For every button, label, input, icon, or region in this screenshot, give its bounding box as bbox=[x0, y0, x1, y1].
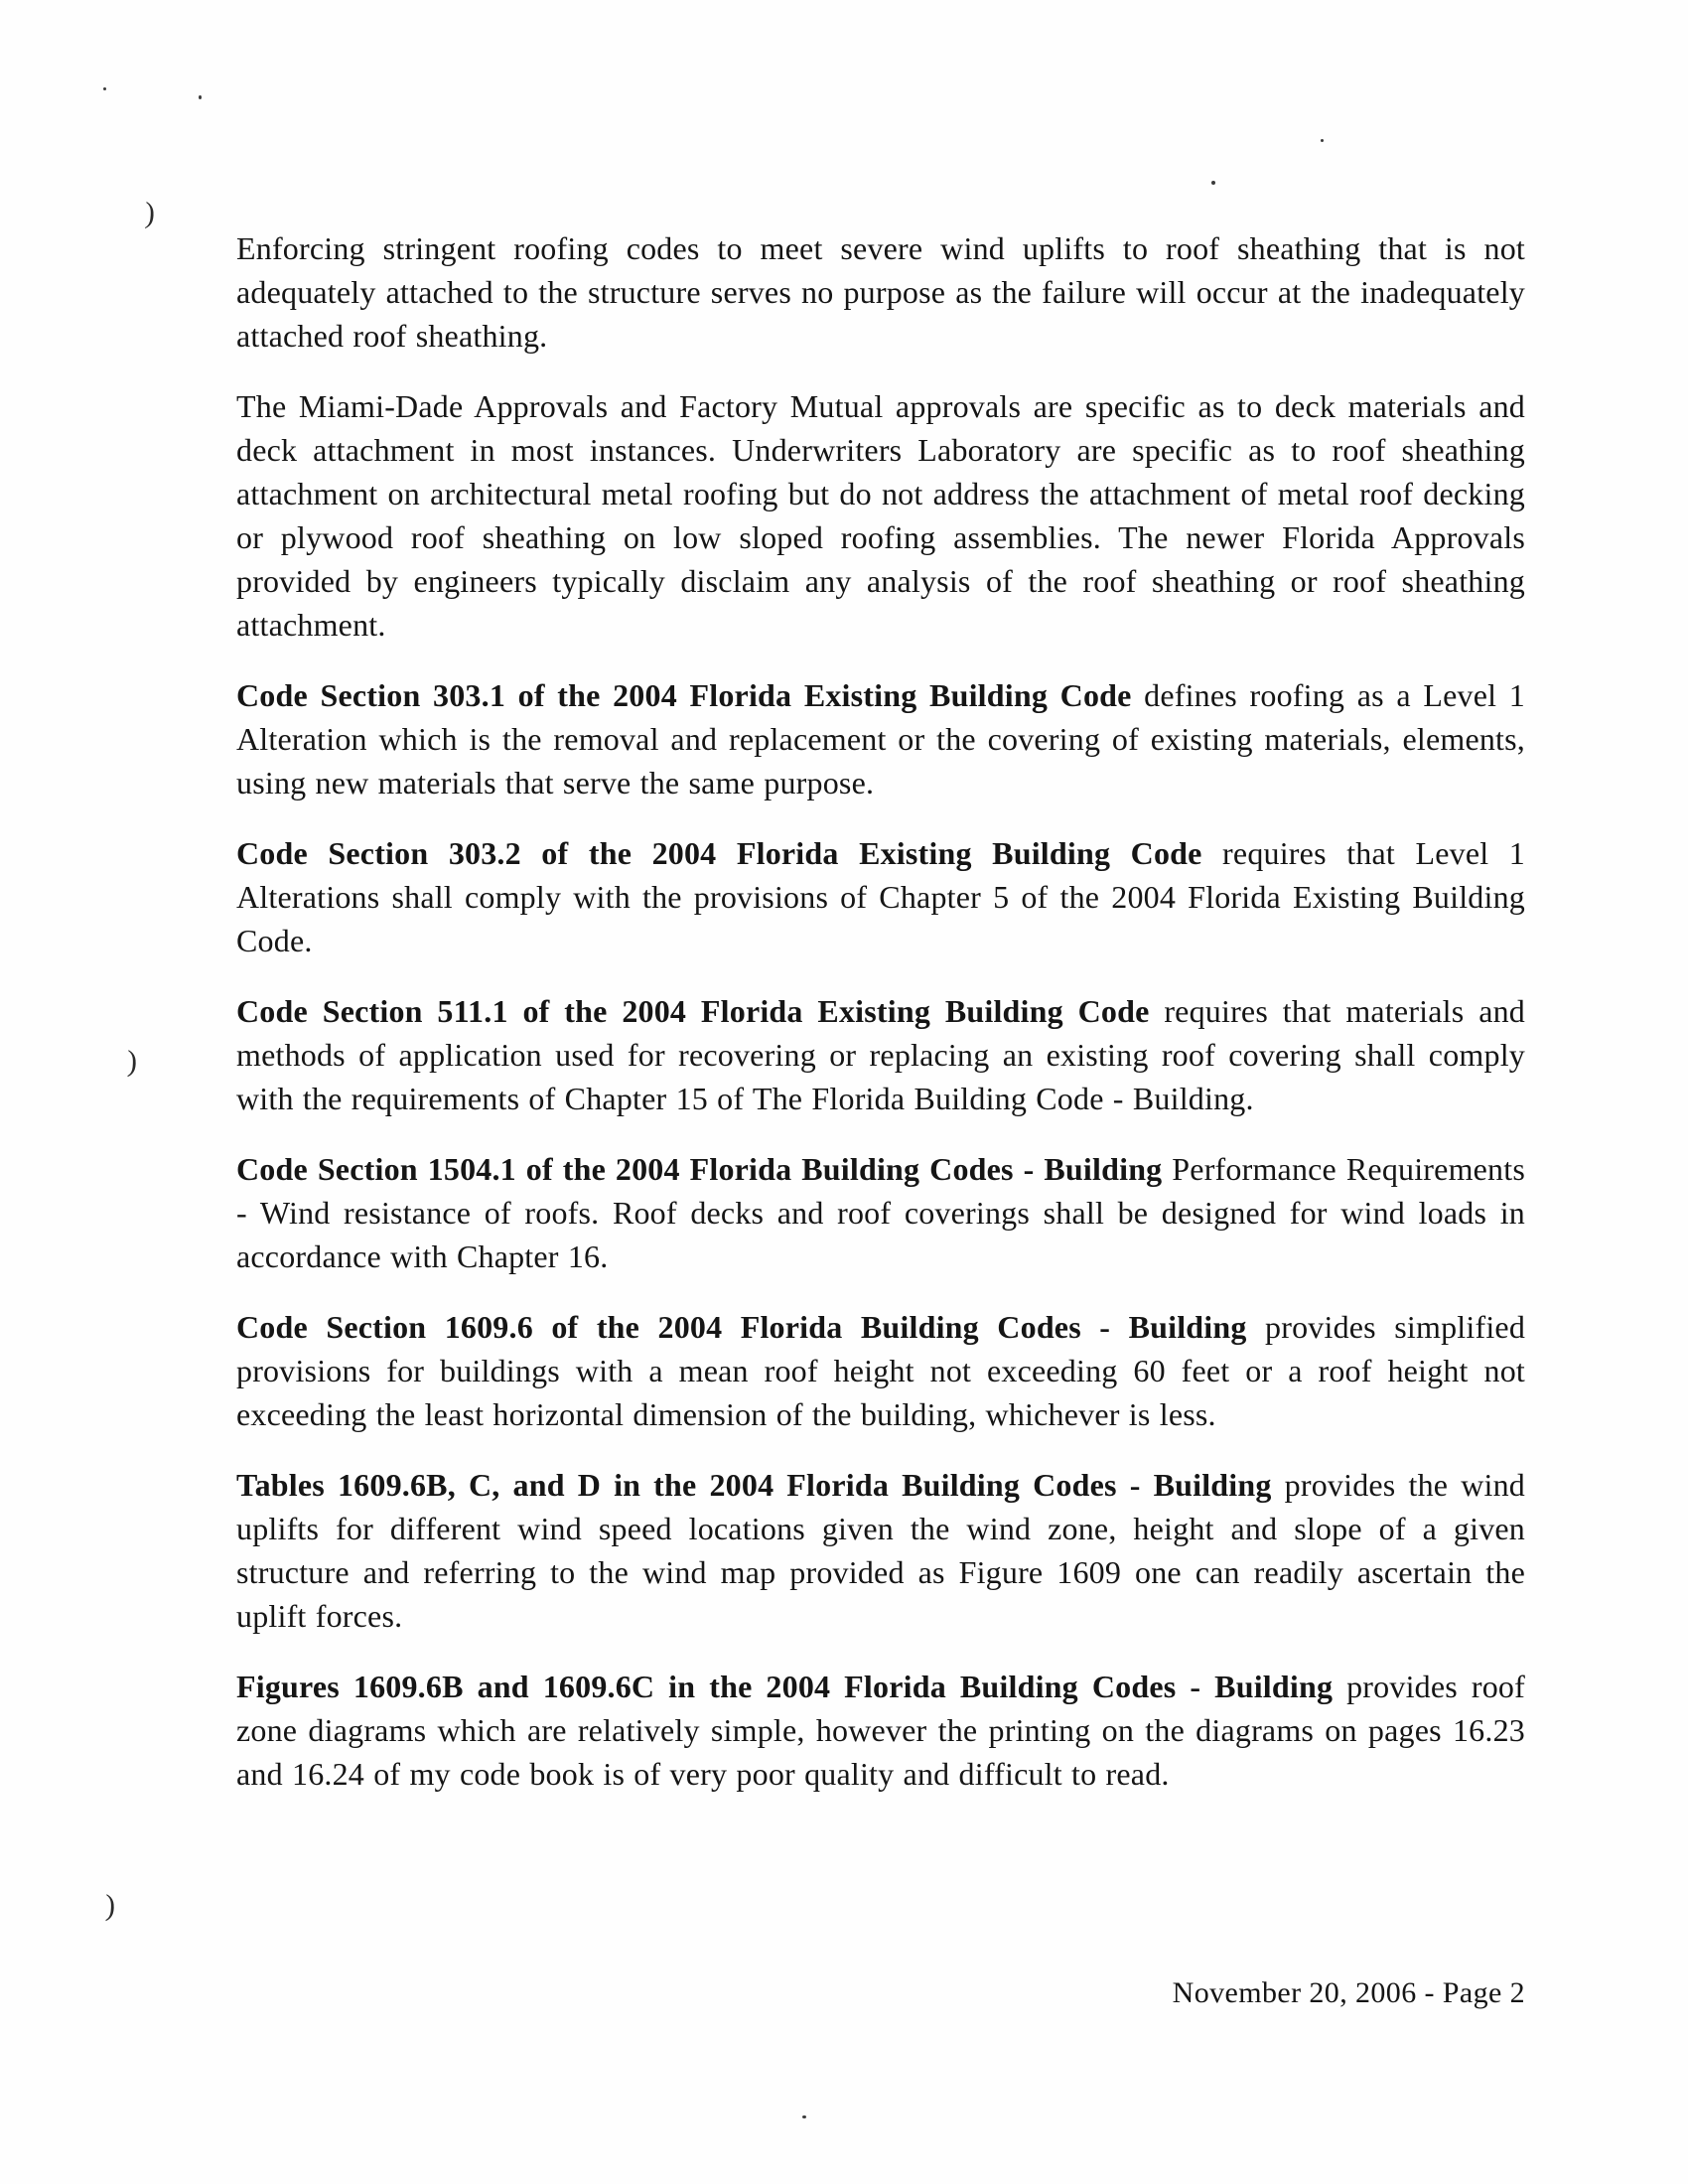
paragraph-bold-lead: Code Section 303.1 of the 2004 Florida Existing Building Code bbox=[236, 677, 1132, 713]
scan-speck bbox=[103, 87, 106, 90]
scan-speck bbox=[1321, 139, 1324, 142]
paragraph-text: Performance Requirements - Wind resistance of roofs. Roof decks and roof coverings shall be designed for wind loads in accordance with Chapter 16. bbox=[236, 1151, 1526, 1274]
paragraph-text: provides simplified provisions for buildings with a mean roof height not exceeding 60 feet or a roof height not exceeding the least horizontal dimension of the building, whichever is less. bbox=[236, 1309, 1526, 1432]
scan-artifact-mark: ) bbox=[144, 196, 156, 230]
paragraph-bold-lead: Code Section 1504.1 of the 2004 Florida Building Codes - Building bbox=[236, 1151, 1163, 1187]
paragraph-text: provides roof zone diagrams which are relatively simple, however the printing on the diagrams on pages 16.23 and 16.24 of my code book is of very poor quality and difficult to read. bbox=[236, 1669, 1525, 1792]
paragraph-approvals bbox=[236, 384, 1525, 647]
paragraph-code-section-1504-1 bbox=[236, 1147, 1525, 1278]
scan-speck bbox=[1211, 181, 1215, 185]
paragraph-code-section-303-2 bbox=[236, 831, 1525, 962]
date-page-footer: November 20, 2006 - Page 2 bbox=[1172, 1976, 1525, 2009]
paragraph-text: defines roofing as a Level 1 Alteration which is the removal and replacement or the covering of existing materials, elements, using new materials that serve the same purpose. bbox=[236, 677, 1525, 801]
paragraph-code-section-511-1 bbox=[236, 989, 1525, 1120]
paragraph-text: The Miami-Dade Approvals and Factory Mutual approvals are specific as to deck materials and deck attachment in most instances. Underwriters Laboratory are specific as to roof sheathing attachment on architectural metal roofing but do not address the attachment of metal roof decking or plywood roof sheathing on low sloped roofing assemblies. The newer Florida Approvals provided by engineers typically disclaim any analysis of the roof sheathing or roof sheathing attachment. bbox=[236, 388, 1525, 643]
paragraph-text: provides the wind uplifts for different wind speed locations given the wind zone, height and slope of a given structure and referring to the wind map provided as Figure 1609 one can readily ascertain the uplift forces. bbox=[236, 1467, 1526, 1634]
paragraph-bold-lead: Code Section 303.2 of the 2004 Florida Existing Building Code bbox=[236, 835, 1202, 871]
paragraph-figures-1609-6b-6c bbox=[236, 1665, 1525, 1796]
scan-artifact-mark: ) bbox=[104, 1888, 116, 1923]
paragraph-text: requires that Level 1 Alterations shall comply with the provisions of Chapter 5 of the 2004 Florida Existing Building Code. bbox=[236, 835, 1525, 958]
paragraph-intro-roofing-codes bbox=[236, 226, 1525, 358]
paragraph-bold-lead: Figures 1609.6B and 1609.6C in the 2004 Florida Building Codes - Building bbox=[236, 1669, 1334, 1704]
scan-artifact-mark: ) bbox=[126, 1044, 138, 1079]
paragraph-text: Enforcing stringent roofing codes to meet severe wind uplifts to roof sheathing that is not adequately attached to the structure serves no purpose as the failure will occur at the inadequately attached roof sheathing. bbox=[236, 230, 1525, 354]
paragraph-code-section-303-1 bbox=[236, 673, 1525, 804]
paragraph-text: requires that materials and methods of application used for recovering or replacing an existing roof covering shall comply with the requirements of Chapter 15 of The Florida Building Code - Building. bbox=[236, 993, 1525, 1116]
scan-speck bbox=[199, 95, 202, 99]
paragraph-tables-1609-6b bbox=[236, 1463, 1525, 1638]
paragraph-bold-lead: Code Section 511.1 of the 2004 Florida Existing Building Code bbox=[236, 993, 1150, 1029]
paragraph-bold-lead: Tables 1609.6B, C, and D in the 2004 Florida Building Codes - Building bbox=[236, 1467, 1272, 1503]
scan-speck bbox=[802, 2115, 806, 2118]
paragraph-code-section-1609-6 bbox=[236, 1305, 1525, 1436]
document-body-text bbox=[236, 226, 1525, 1822]
paragraph-bold-lead: Code Section 1609.6 of the 2004 Florida Building Codes - Building bbox=[236, 1309, 1247, 1345]
